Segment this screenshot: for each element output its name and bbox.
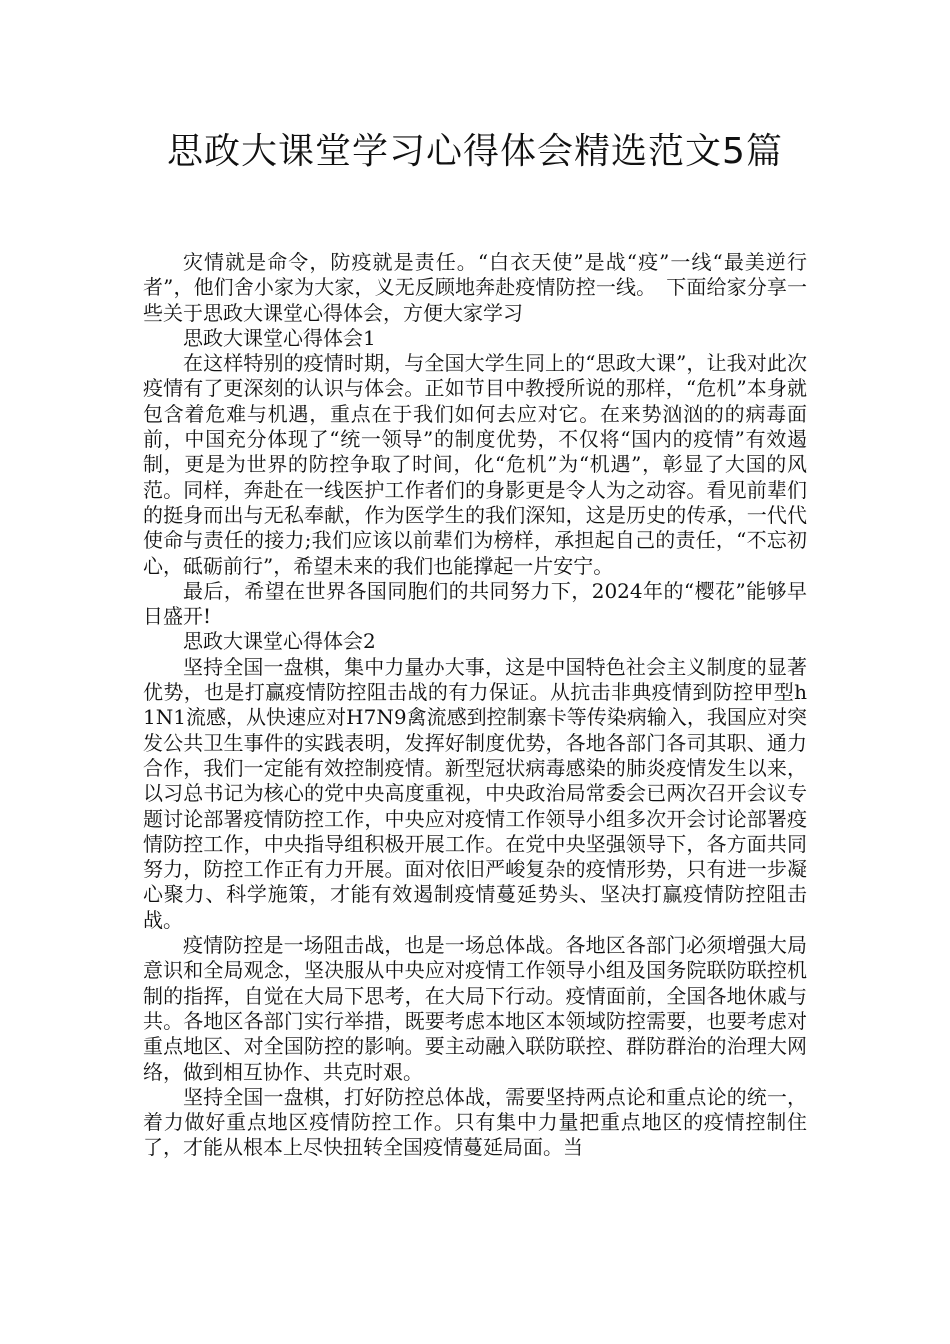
document-body: [143, 250, 807, 1161]
section-heading-2: 思政大课堂心得体会2: [183, 629, 376, 654]
document-title: 思政大课堂学习心得体会精选范文5篇: [167, 131, 783, 172]
body-paragraph: 在这样特别的疫情时期，与全国大学生同上的“思政大课”，让我对此次疫情有了更深刻的认识与体会。正如节目中教授所说的那样，“危机”本身就包含着危难与机遇，重点在于我们如何去应对它。在来势汹汹的的病毒面前，中国充分体现了“统一领导”的制度优势，不仅将“国内的疫情”有效遏制，更是为世界的防控争取了时间，化“危机”为“机遇”，彰显了大国的风范。同样，奔赴在一线医护工作者们的身影更是令人为之动容。看见前辈们的挺身而出与无私奉献，作为医学生的我们深知，这是历史的传承，一代代使命与责任的接力;我们应该以前辈们为榜样，承担起自己的责任，“不忘初心，砥砺前行”，希望未来的我们也能撑起一片安宁。: [143, 351, 807, 578]
body-paragraph: 坚持全国一盘棋，打好防控总体战，需要坚持两点论和重点论的统一，着力做好重点地区疫情防控工作。只有集中力量把重点地区的疫情控制住了，才能从根本上尽快扭转全国疫情蔓延局面。当: [143, 1084, 807, 1160]
body-paragraph: 坚持全国一盘棋，集中力量办大事，这是中国特色社会主义制度的显著优势，也是打赢疫情防控阻击战的有力保证。从抗击非典疫情到防控甲型h1N1流感，从快速应对H7N9禽流感到控制寨卡等传染病输入，我国应对突发公共卫生事件的实践表明，发挥好制度优势，各地各部门各司其职、通力合作，我们一定能有效控制疫情。新型冠状病毒感染的肺炎疫情发生以来，以习总书记为核心的党中央高度重视，中央政治局常委会已两次召开会议专题讨论部署疫情防控工作，中央应对疫情工作领导小组多次开会讨论部署疫情防控工作，中央指导组积极开展工作。在党中央坚强领导下，各方面共同努力，防控工作正有力开展。面对依旧严峻复杂的疫情形势，只有进一步凝心聚力、科学施策，才能有效遏制疫情蔓延势头、坚决打赢疫情防控阻击战。: [143, 654, 807, 932]
body-paragraph: 疫情防控是一场阻击战，也是一场总体战。各地区各部门必须增强大局意识和全局观念，坚决服从中央应对疫情工作领导小组及国务院联防联控机制的指挥，自觉在大局下思考，在大局下行动。疫情面前，全国各地休戚与共。各地区各部门实行举措，既要考虑本地区本领域防控需要，也要考虑对重点地区、对全国防控的影响。要主动融入联防联控、群防群治的治理大网络，做到相互协作、共克时艰。: [143, 933, 807, 1084]
intro-paragraph: 灾情就是命令，防疫就是责任。“白衣天使”是战“疫”一线“最美逆行者”，他们舍小家为大家，义无反顾地奔赴疫情防控一线。 下面给家分享一些关于思政大课堂心得体会，方便大家学习: [143, 250, 807, 325]
section-heading-1: 思政大课堂心得体会1: [183, 325, 376, 350]
body-paragraph: 最后，希望在世界各国同胞们的共同努力下，2024年的“樱花”能够早日盛开!: [143, 578, 807, 629]
